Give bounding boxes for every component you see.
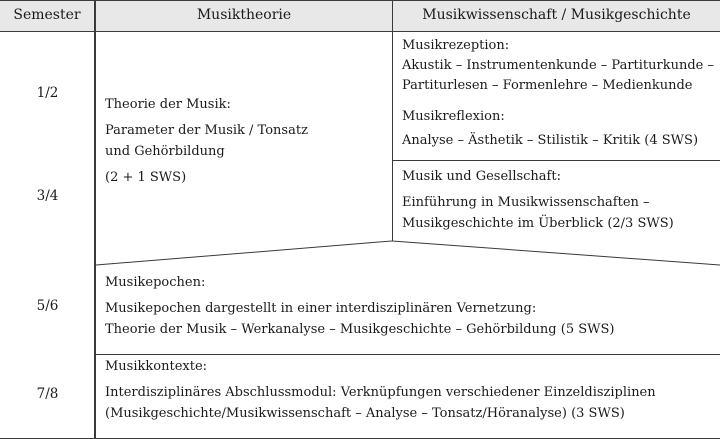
epochs-contexts-divider (96, 354, 720, 355)
reception-line-1: Akustik – Instrumentenkunde – Partiturkunde – (402, 58, 714, 73)
theory-science-divider (392, 0, 393, 241)
epochs-line-1: Musikepochen dargestellt in einer interdisziplinären Vernetzung: (105, 301, 537, 316)
reflection-line-1: Analyse – Ästhetik – Stilistik – Kritik (4 SWS) (402, 133, 699, 148)
reflection-society-divider (392, 160, 720, 161)
header-divider (0, 31, 720, 32)
semester-7-8: 7/8 (36, 386, 59, 402)
semester-1-2: 1/2 (36, 85, 59, 101)
contexts-line-1: Interdisziplinäres Abschlussmodul: Verknüpfungen verschiedener Einzeldisziplinen (105, 385, 656, 400)
theory-line-2: und Gehörbildung (105, 144, 225, 159)
reflection-title: Musikreflexion: (402, 109, 505, 124)
left-diagonal (96, 241, 392, 265)
semester-5-6: 5/6 (36, 298, 59, 314)
contexts-title: Musikkontexte: (105, 359, 208, 374)
semester-3-4: 3/4 (36, 188, 59, 204)
reception-line-2: Partiturlesen – Formenlehre – Medienkunde (402, 78, 693, 93)
epochs-title: Musikepochen: (105, 275, 206, 290)
epochs-line-2: Theorie der Musik – Werkanalyse – Musikgeschichte – Gehörbildung (5 SWS) (105, 322, 615, 337)
theory-sws: (2 + 1 SWS) (105, 170, 187, 185)
header-theory: Musiktheorie (196, 7, 292, 23)
semester-column-divider (94, 0, 96, 439)
header-science: Musikwissenschaft / Musikgeschichte (422, 7, 691, 23)
theory-title: Theorie der Musik: (105, 97, 231, 112)
society-line-1: Einführung in Musikwissenschaften – (402, 195, 650, 210)
header-semester: Semester (13, 7, 81, 23)
right-diagonal (392, 241, 720, 265)
society-title: Musik und Gesellschaft: (402, 169, 561, 184)
society-line-2: Musikgeschichte im Überblick (2/3 SWS) (402, 216, 674, 231)
contexts-line-2: (Musikgeschichte/Musikwissenschaft – Analyse – Tonsatz/Höranalyse) (3 SWS) (105, 406, 625, 421)
theory-line-1: Parameter der Musik / Tonsatz (105, 123, 308, 138)
reception-title: Musikrezeption: (402, 38, 510, 53)
